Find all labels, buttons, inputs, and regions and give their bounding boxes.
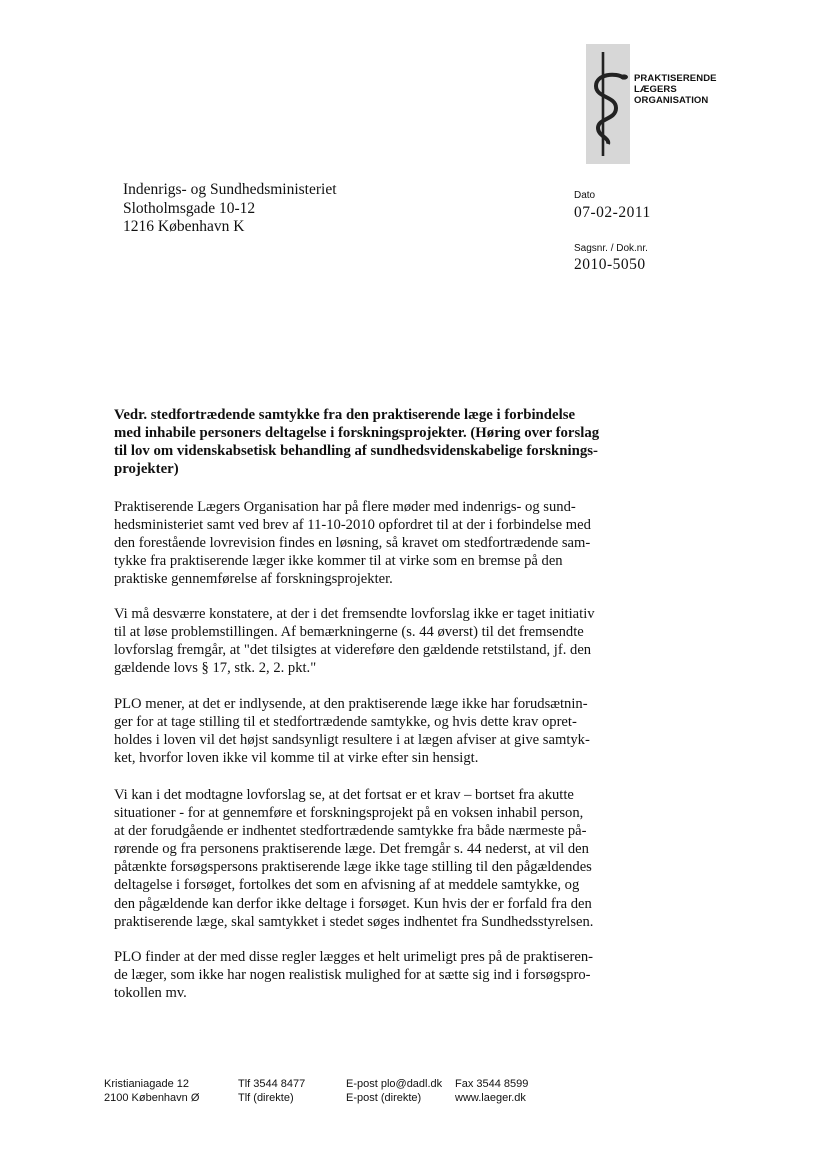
text-line: rørende og fra personens praktiserende læge. Det fremgår s. 44 nederst, at vil den (114, 841, 589, 858)
text-line: praktiske gennemførelse af forskningsprojekter. (114, 571, 393, 588)
logo-mark (586, 44, 630, 164)
recipient-address (123, 181, 337, 237)
footer-email (346, 1077, 442, 1105)
caduceus-icon (586, 44, 630, 164)
text-line: praktiserende læge, skal samtykket i stedet søges indhentet fra Sundhedsstyrelsen. (114, 913, 594, 930)
text-line: ket, hvorfor loven ikke vil komme til at virke efter sin hensigt. (114, 750, 479, 767)
subject-line: projekter) (114, 461, 179, 477)
footer-phone (238, 1077, 305, 1105)
text-line: lovforslag fremgår, at "det tilsigtes at videreføre den gældende retstilstand, jf. den (114, 642, 592, 659)
body-paragraph-5 (114, 948, 644, 1002)
body-paragraph-3 (114, 695, 644, 767)
text-line: tokollen mv. (114, 985, 187, 1002)
subject-line: til lov om videnskabsetisk behandling af sundhedsvidenskabelige forsknings- (114, 443, 598, 459)
text-line: PLO finder at der med disse regler lægges et helt urimeligt pres på de praktiseren- (114, 949, 594, 965)
text-line: de læger, som ikke har nogen realistisk mulighed for at sætte sig ind i forsøgspro- (114, 967, 591, 984)
logo-line: ORGANISATION (634, 95, 709, 106)
footer-text: E-post plo@dadl.dk (346, 1078, 443, 1090)
body-paragraph-2 (114, 605, 644, 677)
text-line: holdes i loven vil det højst sandsynligt resultere i at lægen afviser at give samtyk- (114, 732, 590, 749)
case-number-label: Sagsnr. / Dok.nr. (574, 243, 648, 254)
text-line: påtænkte forsøgspersons praktiserende læge ikke tage stilling til den pågældendes (114, 859, 592, 876)
footer-text: 2100 København Ø (104, 1092, 200, 1104)
text-line: Vi kan i det modtagne lovforslag se, at det fortsat er et krav – bortset fra akutte (114, 787, 574, 803)
footer-text: Tlf 3544 8477 (238, 1078, 306, 1090)
text-line: situationer - for at gennemføre et forskningsprojekt på en voksen inhabil person, (114, 805, 584, 822)
logo-line: LÆGERS (634, 84, 677, 95)
address-line: Indenrigs- og Sundhedsministeriet (123, 181, 337, 198)
logo-line: PRAKTISERENDE (634, 73, 717, 84)
text-line: den pågældende kan derfor ikke deltage i forsøget. Kun hvis der er forfald fra den (114, 895, 592, 912)
address-line: Slotholmsgade 10-12 (123, 199, 256, 217)
text-line: til at løse problemstillingen. Af bemærkningerne (s. 44 øverst) til det fremsendte (114, 624, 584, 641)
footer-text: Kristianiagade 12 (104, 1078, 190, 1090)
text-line: gældende lovs § 17, stk. 2, 2. pkt." (114, 660, 317, 677)
letter-subject (114, 406, 644, 478)
footer-text: www.laeger.dk (455, 1092, 526, 1104)
text-line: Vi må desværre konstatere, at der i det fremsendte lovforslag ikke er taget initiativ (114, 606, 595, 622)
address-line: 1216 København K (123, 218, 245, 235)
date-label: Dato (574, 190, 596, 201)
text-line: deltagelse i forsøget, fortolkes det som en afvisning af at meddele samtykke, og (114, 877, 580, 894)
text-line: at der forudgående er indhentet stedfortrædende samtykke fra både nærmeste på- (114, 823, 587, 840)
text-line: den forestående lovrevision findes en løsning, så kravet om stedfortrædende sam- (114, 535, 591, 552)
subject-line: Vedr. stedfortrædende samtykke fra den praktiserende læge i forbindelse (114, 407, 576, 423)
footer-text: E-post (direkte) (346, 1092, 422, 1104)
case-number-value: 2010-5050 (574, 256, 646, 273)
footer-fax-web (455, 1077, 528, 1105)
body-paragraph-4 (114, 786, 644, 931)
subject-line: med inhabile personers deltagelse i forskningsprojekter. (Høring over forslag (114, 425, 600, 441)
text-line: tykke fra praktiserende læger ikke kommer til at virke som en bremse på den (114, 553, 563, 570)
footer-text: Fax 3544 8599 (455, 1078, 529, 1090)
logo-wordmark (634, 73, 717, 106)
footer-text: Tlf (direkte) (238, 1092, 294, 1104)
text-line: hedsministeriet samt ved brev af 11-10-2010 opfordret til at der i forbindelse med (114, 517, 591, 534)
date-value: 07-02-2011 (574, 204, 651, 221)
text-line: ger for at tage stilling til et stedfortrædende samtykke, og hvis dette krav opret- (114, 714, 577, 731)
text-line: PLO mener, at det er indlysende, at den praktiserende læge ikke har forudsætnin- (114, 696, 588, 712)
text-line: Praktiserende Lægers Organisation har på flere møder med indenrigs- og sund- (114, 499, 576, 515)
footer-address (104, 1077, 199, 1105)
body-paragraph-1 (114, 498, 644, 588)
